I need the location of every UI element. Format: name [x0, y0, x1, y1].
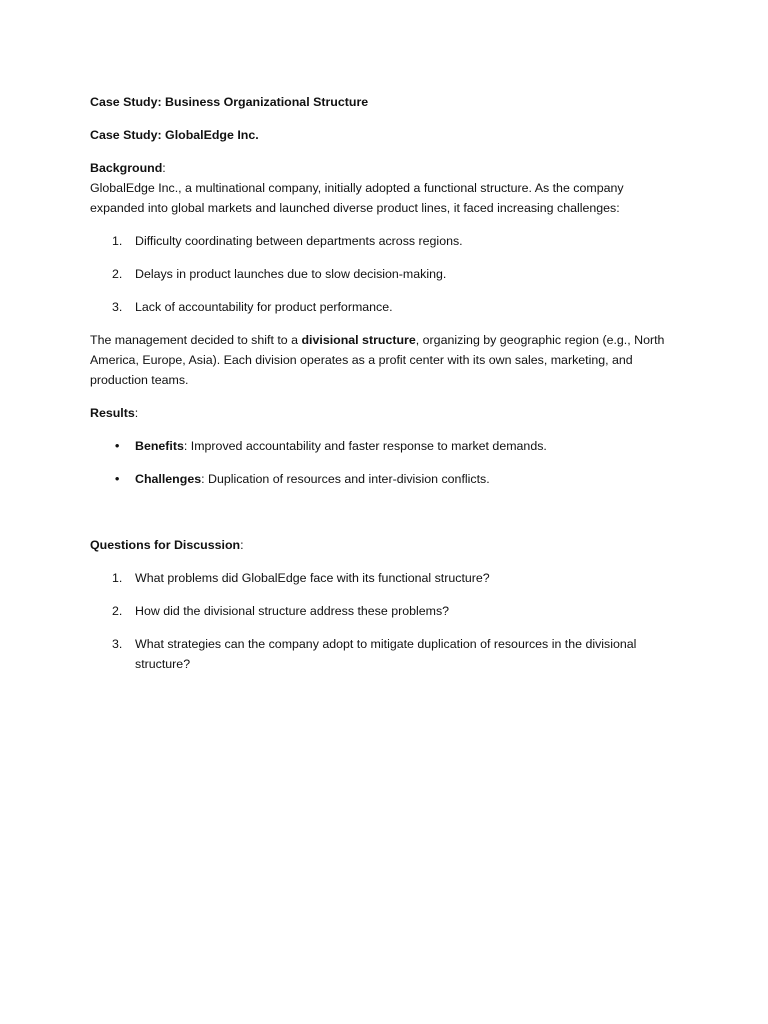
management-bold-term: divisional structure: [301, 333, 416, 347]
list-number: 2.: [112, 604, 123, 618]
results-heading: [90, 403, 680, 423]
list-item: [90, 264, 680, 284]
result-term: Benefits: [135, 439, 184, 453]
list-item-text: How did the divisional structure address these problems?: [135, 604, 450, 618]
questions-heading: [90, 535, 680, 555]
questions-colon: :: [240, 538, 244, 552]
list-item: [90, 231, 680, 251]
list-number: 3.: [112, 637, 123, 651]
result-text: : Duplication of resources and inter-division conflicts.: [201, 472, 490, 486]
list-item: [90, 297, 680, 317]
list-item-text: Delays in product launches due to slow decision-making.: [135, 267, 447, 281]
document-title: Case Study: Business Organizational Structure: [90, 95, 369, 109]
list-item: [90, 601, 680, 621]
list-number: 2.: [112, 267, 123, 281]
list-number: 3.: [112, 300, 123, 314]
results-colon: :: [134, 406, 139, 420]
list-item-text: Difficulty coordinating between departments across regions.: [135, 234, 463, 248]
challenges-list: [90, 231, 680, 317]
management-text-after: , organizing by geographic region (e.g., North America, Europe, Asia). Each division operates as a profit center with its own sales, marketing, and production teams.: [90, 333, 665, 387]
list-item: [90, 568, 680, 588]
background-heading: [90, 158, 680, 178]
questions-label: Questions for Discussion: [90, 538, 241, 552]
management-text-before: The management decided to shift to a: [90, 333, 302, 347]
list-number: 1.: [112, 571, 123, 585]
background-paragraph: GlobalEdge Inc., a multinational company, initially adopted a functional structure. As the company expanded into global markets and launched diverse product lines, it faced increasing challenges:: [90, 181, 624, 215]
questions-list: [90, 568, 680, 674]
document-page: [90, 92, 680, 674]
background-colon: :: [162, 161, 166, 175]
list-item: [90, 469, 680, 489]
bullet-icon: •: [115, 439, 120, 453]
results-list: [90, 436, 680, 489]
results-label: Results: [90, 406, 135, 420]
background-label: Background: [90, 161, 163, 175]
list-item: [90, 634, 680, 674]
list-item-text: Lack of accountability for product performance.: [135, 300, 393, 314]
list-item-text: What problems did GlobalEdge face with its functional structure?: [135, 571, 490, 585]
result-text: : Improved accountability and faster response to market demands.: [183, 439, 547, 453]
list-item: [90, 436, 680, 456]
management-paragraph: [90, 330, 680, 390]
bullet-icon: •: [115, 472, 120, 486]
list-number: 1.: [112, 234, 123, 248]
case-study-subtitle: Case Study: GlobalEdge Inc.: [90, 128, 259, 142]
list-item-text: What strategies can the company adopt to mitigate duplication of resources in the divisional structure?: [135, 637, 637, 671]
result-term: Challenges: [135, 472, 202, 486]
